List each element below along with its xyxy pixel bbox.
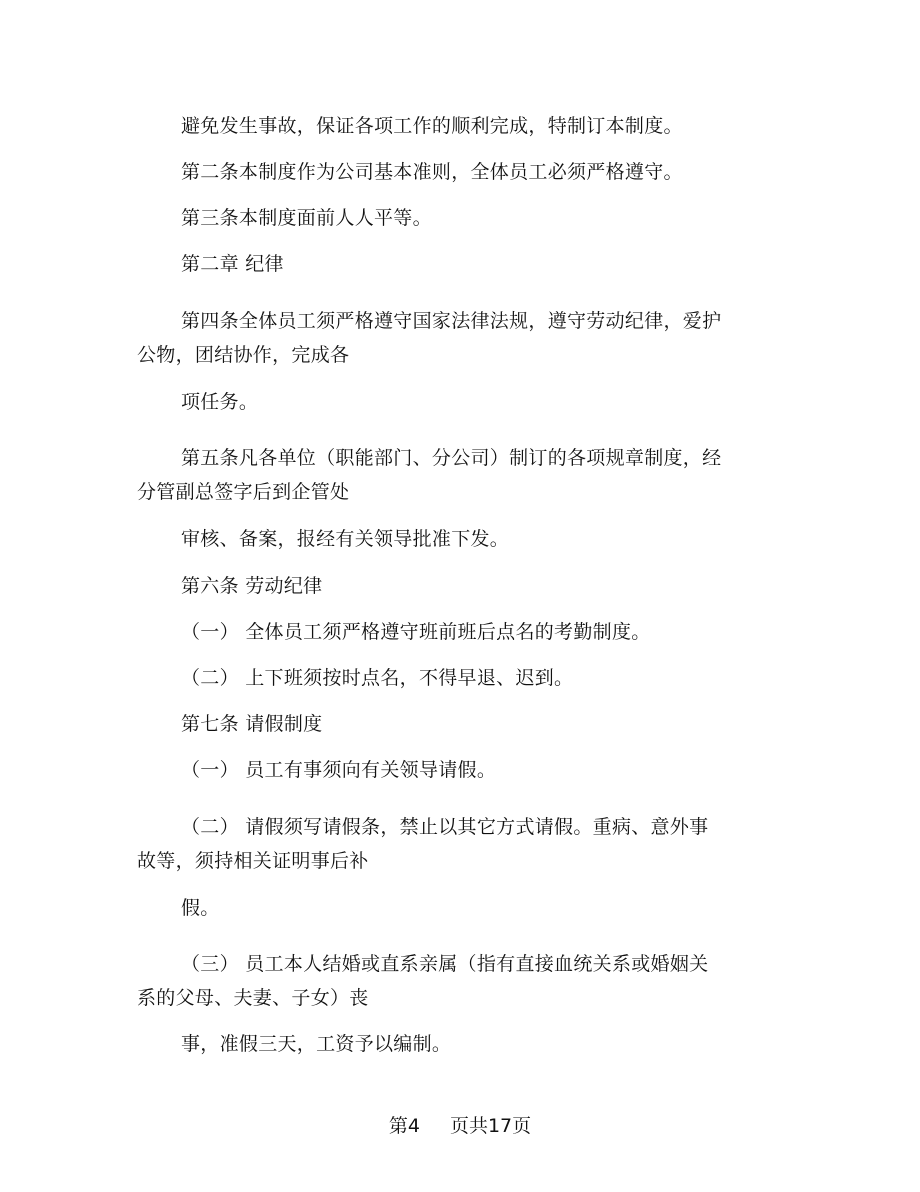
- paragraph-line: 系的父母、夫妻、子女）丧: [137, 987, 369, 1009]
- page-footer: [0, 1114, 920, 1138]
- paragraph-line: 第四条全体员工须严格遵守国家法律法规，遵守劳动纪律，爱护: [181, 310, 722, 332]
- paragraph-line: 第五条凡各单位（职能部门、分公司）制订的各项规章制度，经: [181, 447, 722, 469]
- paragraph-line: 事，准假三天，工资予以编制。: [181, 1033, 452, 1055]
- page-prefix: 第: [388, 1115, 408, 1137]
- paragraph-line: 假。: [181, 897, 220, 919]
- paragraph-line: 项任务。: [181, 391, 259, 413]
- paragraph-line: 避免发生事故，保证各项工作的顺利完成，特制订本制度。: [181, 115, 683, 137]
- paragraph-line: 故等，须持相关证明事后补: [137, 850, 369, 872]
- list-item: （三） 员工本人结婚或直系亲属（指有直接血统关系或婚姻关: [181, 953, 709, 975]
- paragraph-line: 分管副总签字后到企管处: [137, 481, 350, 503]
- list-item: （二） 上下班须按时点名，不得早退、迟到。: [181, 667, 574, 689]
- list-item: （一） 员工有事须向有关领导请假。: [181, 759, 497, 781]
- chapter-heading: 第二章 纪律: [181, 253, 284, 275]
- article-heading: 第六条 劳动纪律: [181, 575, 323, 597]
- article-heading: 第七条 请假制度: [181, 713, 323, 735]
- page-middle: 页共: [449, 1115, 488, 1137]
- paragraph-line: 审核、备案，报经有关领导批准下发。: [181, 528, 510, 550]
- page-total: 17: [487, 1115, 513, 1137]
- paragraph-line: 公物，团结协作，完成各: [137, 344, 350, 366]
- paragraph-line: 第三条本制度面前人人平等。: [181, 207, 432, 229]
- list-item: （二） 请假须写请假条，禁止以其它方式请假。重病、意外事: [181, 816, 709, 838]
- paragraph-line: 第二条本制度作为公司基本准则，全体员工必须严格遵守。: [181, 161, 683, 183]
- list-item: （一） 全体员工须严格遵守班前班后点名的考勤制度。: [181, 621, 651, 643]
- page-suffix: 页: [512, 1115, 532, 1137]
- page-number: 4: [407, 1115, 420, 1137]
